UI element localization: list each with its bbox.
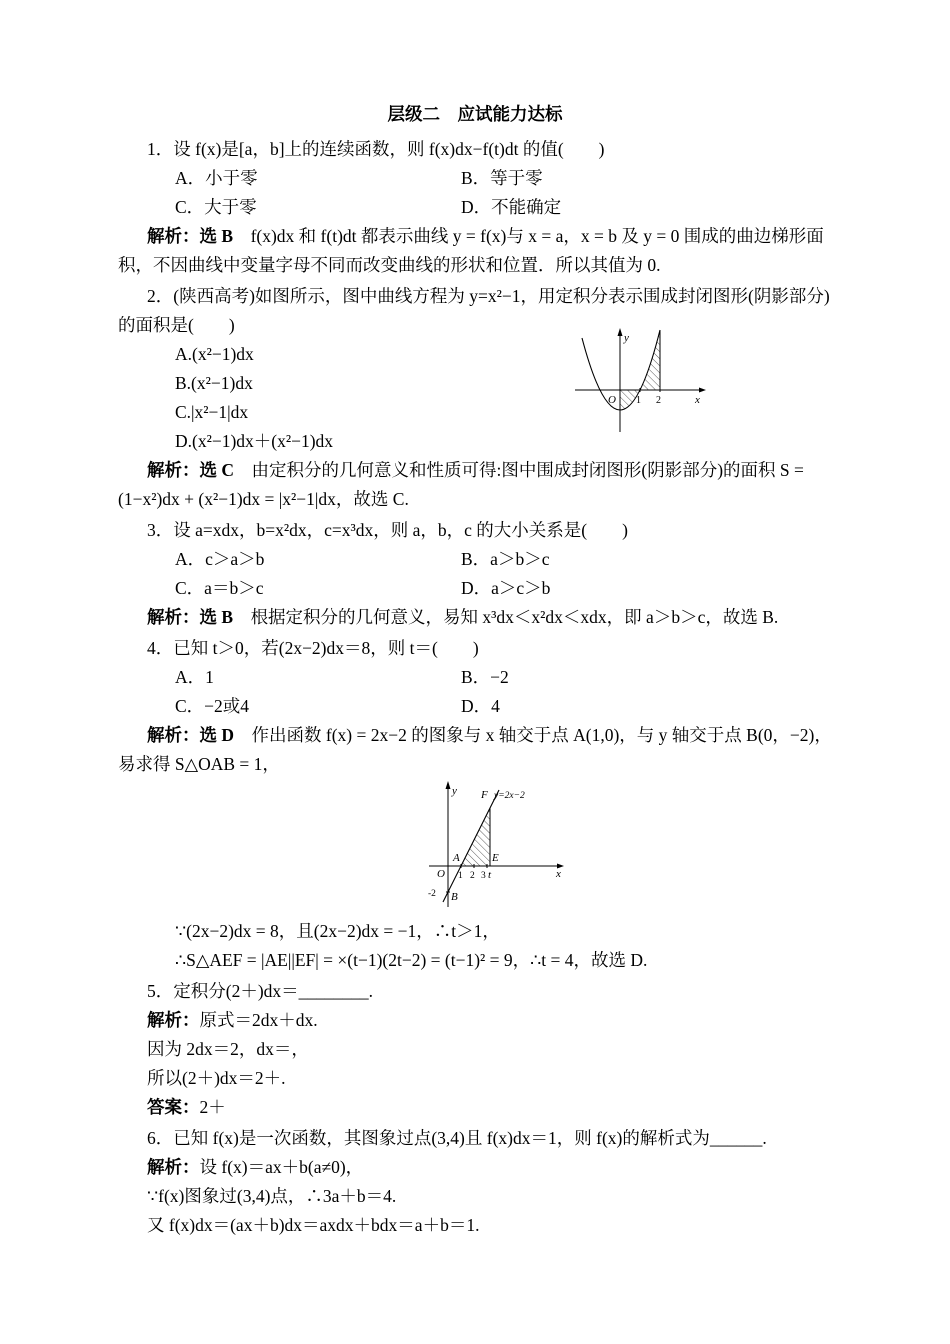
q1-analysis (118, 222, 832, 280)
analysis-text: f(x)dx 和 f(t)dt 都表示曲线 y = f(x)与 x = a，x = b 及 y = 0 围成的曲边梯形面积，不因曲线中变量字母不同而改变曲线的形状和位置．所以其值为 0. (118, 226, 824, 275)
x-axis-arrow (699, 388, 706, 393)
tick-3: 3 (481, 871, 486, 881)
q2-question: 2．(陕西高考)如图所示，图中曲线方程为 y=x²−1，用定积分表示围成封闭图形(阴影部分)的面积是( ) (118, 286, 830, 335)
q3-options-row-1 (118, 545, 832, 574)
analysis-choice: 选 C (199, 460, 252, 480)
q3-option-c: C．a＝b＞c (175, 578, 264, 598)
figure-q4-line-graph (423, 781, 573, 914)
analysis-text: 由定积分的几何意义和性质可得:图中围成封闭图形(阴影部分)的面积 S = (1−x²)dx + (x²−1)dx = |x²−1|dx，故选 C. (118, 460, 804, 509)
q6-question: 6．已知 f(x)是一次函数，其图象过点(3,4)且 f(x)dx＝1，则 f(x)的解析式为______. (147, 1128, 767, 1148)
function-line (443, 790, 499, 902)
analysis-label: 解析： (147, 725, 200, 745)
q1-options-row-2 (118, 193, 832, 222)
answer-label: 答案： (147, 1097, 200, 1117)
q4-options-row-2 (118, 692, 832, 721)
q2-option-c: C.|x²−1|dx (175, 402, 249, 422)
analysis-label: 解析： (147, 1010, 200, 1030)
answer-text: 2＋ (199, 1097, 226, 1117)
q5-answer (118, 1093, 832, 1122)
tick-1: 1 (458, 871, 463, 881)
analysis-text: 原式＝2dx＋dx. (199, 1010, 318, 1030)
q6-analysis-line-3: 又 f(x)dx＝(ax＋b)dx＝axdx＋bdx＝a＋b＝1. (147, 1215, 480, 1235)
analysis-choice: 选 D (199, 725, 252, 745)
y-axis-label: y (452, 785, 457, 797)
q1-option-c: C．大于零 (175, 197, 257, 217)
x-axis-label: x (556, 868, 561, 880)
q6-analysis-line-1 (118, 1153, 832, 1182)
q3-option-d: D．a＞c＞b (461, 578, 551, 598)
analysis-label: 解析： (147, 1157, 200, 1177)
tick-2: 2 (470, 871, 475, 881)
analysis-text: 作出函数 f(x) = 2x−2 的图象与 x 轴交于点 A(1,0)，与 y 轴交于点 B(0，−2)，易求得 S△OAB = 1， (118, 725, 832, 774)
analysis-label: 解析： (147, 460, 200, 480)
tick-neg2: -2 (428, 889, 436, 899)
q4-option-b: B．−2 (461, 667, 509, 687)
point-a-label: A (453, 852, 460, 864)
q4-analysis (118, 721, 832, 779)
line-equation-label: y=2x−2 (494, 791, 525, 801)
q3-option-b: B．a＞b＞c (461, 549, 550, 569)
q4-options-row-1 (118, 663, 832, 692)
analysis-choice: 选 B (199, 226, 251, 246)
section-title: 层级二 应试能力达标 (387, 104, 563, 124)
q3-option-a: A．c＞a＞b (175, 549, 265, 569)
origin-label: O (437, 868, 445, 880)
q4-analysis-line-3: ∴S△AEF = |AE||EF| = ×(t−1)(2t−2) = (t−1)² = 9，∴t = 4，故选 D. (175, 950, 648, 970)
analysis-label: 解析： (147, 607, 200, 627)
q6-analysis-line-2: ∵f(x)图象过(3,4)点，∴3a＋b＝4. (147, 1186, 397, 1206)
point-f-label: F (481, 789, 488, 801)
q4-option-d: D．4 (461, 696, 500, 716)
q3-options-row-2 (118, 574, 832, 603)
q3-question: 3．设 a=xdx，b=x²dx，c=x³dx，则 a，b，c 的大小关系是( ) (147, 520, 628, 540)
y-axis-arrow (446, 781, 451, 789)
figure-q4-container (118, 781, 832, 915)
figure-q2-parabola-graph (565, 328, 710, 436)
point-b-label: B (451, 891, 458, 903)
axes (575, 332, 703, 432)
analysis-text: 设 f(x)＝ax＋b(a≠0)， (199, 1157, 364, 1177)
q1-option-d: D．不能确定 (461, 197, 562, 217)
q4-option-c: C．−2或4 (175, 696, 250, 716)
axes (429, 785, 561, 907)
q2-option-d: D.(x²−1)dx＋(x²−1)dx (175, 431, 334, 451)
q5-analysis-line-2: 因为 2dx＝2，dx＝， (147, 1039, 309, 1059)
origin-label: O (608, 394, 616, 406)
q2-option-b: B.(x²−1)dx (175, 373, 253, 393)
tick-t: t (488, 869, 492, 881)
q5-question: 5．定积分(2＋)dx＝________. (147, 981, 374, 1001)
tick-labels (636, 395, 661, 406)
tick-2: 2 (656, 395, 661, 406)
q1-option-b: B．等于零 (461, 168, 543, 188)
point-e-label: E (492, 852, 499, 864)
y-axis-label: y (624, 332, 629, 344)
analysis-choice: 选 B (199, 607, 251, 627)
document-content (118, 100, 832, 1240)
q5-analysis-line-1 (118, 1006, 832, 1035)
q3-analysis (118, 603, 832, 632)
q1-option-a: A．小于零 (175, 168, 258, 188)
q4-analysis-line-2: ∵(2x−2)dx = 8，且(2x−2)dx = −1，∴t＞1， (175, 921, 500, 941)
point-labels (437, 785, 561, 903)
analysis-label: 解析： (147, 226, 200, 246)
x-axis-label: x (695, 394, 700, 406)
q1-question: 1．设 f(x)是[a，b]上的连续函数，则 f(x)dx−f(t)dt 的值( ) (147, 139, 605, 159)
analysis-text: 根据定积分的几何意义，易知 x³dx＜x²dx＜xdx，即 a＞b＞c，故选 B. (250, 607, 779, 627)
q5-analysis-line-3: 所以(2＋)dx＝2＋. (147, 1068, 286, 1088)
y-axis-arrow (618, 328, 623, 336)
q4-option-a: A．1 (175, 667, 214, 687)
q1-options-row-1 (118, 164, 832, 193)
q4-question: 4．已知 t＞0，若(2x−2)dx＝8，则 t＝( ) (147, 638, 479, 658)
q2-analysis (118, 456, 832, 514)
tick-1: 1 (636, 395, 641, 406)
q2-option-a: A.(x²−1)dx (175, 344, 254, 364)
